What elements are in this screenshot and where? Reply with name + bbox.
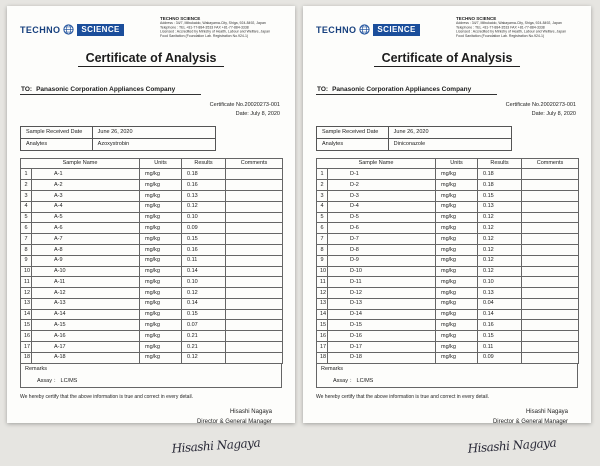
cell-results: 0.09 xyxy=(182,223,226,234)
cell-units: mg/kg xyxy=(436,309,478,320)
company-name: TECHNO SCIENCE xyxy=(456,16,497,21)
cell-units: mg/kg xyxy=(140,288,182,299)
cell-comments xyxy=(522,277,579,288)
cell-units: mg/kg xyxy=(436,169,478,180)
sample-info-table xyxy=(316,126,512,151)
cell-units: mg/kg xyxy=(436,201,478,212)
cell-row-number: 13 xyxy=(21,298,32,309)
column-header-units: Units xyxy=(140,158,182,169)
to-label: TO: xyxy=(21,86,33,93)
signature: Hisashi Nagaya xyxy=(171,435,261,456)
cell-comments xyxy=(226,234,283,245)
cell-units: mg/kg xyxy=(436,223,478,234)
cell-comments xyxy=(522,309,579,320)
cell-units: mg/kg xyxy=(140,277,182,288)
table-row xyxy=(317,223,579,234)
cell-row-number: 16 xyxy=(21,331,32,342)
remarks-value: Assay ： LC/MS xyxy=(37,377,78,384)
received-date-label: Sample Received Date xyxy=(317,126,389,138)
recipient-line xyxy=(316,78,578,96)
table-row xyxy=(21,234,283,245)
cell-sample-name: D-4 xyxy=(328,201,436,212)
cell-sample-name: D-14 xyxy=(328,309,436,320)
cell-comments xyxy=(522,320,579,331)
signer-title: Director & General Manager xyxy=(492,419,568,426)
cell-comments xyxy=(522,223,579,234)
cell-results: 0.18 xyxy=(478,180,522,191)
received-date-value: June 26, 2020 xyxy=(388,126,511,138)
cell-comments xyxy=(226,180,283,191)
table-row xyxy=(317,331,579,342)
techno-science-logo xyxy=(20,24,124,36)
table-row xyxy=(317,255,579,266)
cell-row-number: 12 xyxy=(317,288,328,299)
table-row xyxy=(21,201,283,212)
column-header-comments: Comments xyxy=(226,158,283,169)
remarks-label: Remarks xyxy=(25,365,48,372)
cell-comments xyxy=(226,277,283,288)
table-row xyxy=(317,234,579,245)
cell-results: 0.13 xyxy=(478,288,522,299)
cell-units: mg/kg xyxy=(140,191,182,202)
cell-row-number: 3 xyxy=(317,191,328,202)
table-row xyxy=(21,212,283,223)
cell-row-number: 18 xyxy=(317,352,328,363)
cell-results: 0.12 xyxy=(478,223,522,234)
address-line: Address : 34/7, Mibukaido, Wakayama-City, Shiga, 924-8492, Japan xyxy=(456,21,562,25)
received-date-value: June 26, 2020 xyxy=(92,126,215,138)
cell-sample-name: A-16 xyxy=(32,331,140,342)
table-row xyxy=(21,244,283,255)
cell-results: 0.15 xyxy=(182,234,226,245)
table-row xyxy=(21,266,283,277)
table-row xyxy=(317,244,579,255)
cell-comments xyxy=(522,244,579,255)
cell-results: 0.12 xyxy=(182,201,226,212)
cell-sample-name: A-4 xyxy=(32,201,140,212)
table-row xyxy=(317,352,579,363)
results-table-body xyxy=(317,169,579,363)
cell-comments xyxy=(522,201,579,212)
address-line: Address : 34/7, Mibukaido, Wakayama-City, Shiga, 924-8492, Japan xyxy=(160,21,266,25)
page-header xyxy=(316,16,578,42)
cell-results: 0.11 xyxy=(182,255,226,266)
certificate-meta xyxy=(316,101,578,120)
cell-sample-name: D-3 xyxy=(328,191,436,202)
cell-row-number: 15 xyxy=(21,320,32,331)
table-row xyxy=(21,191,283,202)
cell-results: 0.14 xyxy=(478,309,522,320)
table-row xyxy=(21,331,283,342)
cell-units: mg/kg xyxy=(436,234,478,245)
cell-results: 0.16 xyxy=(478,320,522,331)
to-label: TO: xyxy=(317,86,329,93)
cell-results: 0.12 xyxy=(182,352,226,363)
cell-comments xyxy=(522,234,579,245)
cell-results: 0.12 xyxy=(478,255,522,266)
table-row xyxy=(317,169,579,180)
cell-units: mg/kg xyxy=(140,352,182,363)
cell-results: 0.10 xyxy=(478,277,522,288)
cell-results: 0.16 xyxy=(182,244,226,255)
cell-row-number: 4 xyxy=(317,201,328,212)
cell-row-number: 10 xyxy=(317,266,328,277)
column-header-results: Results xyxy=(478,158,522,169)
cell-results: 0.15 xyxy=(182,309,226,320)
cell-row-number: 7 xyxy=(317,234,328,245)
info-row-analytes xyxy=(21,138,216,150)
cell-sample-name: D-17 xyxy=(328,341,436,352)
cell-row-number: 15 xyxy=(317,320,328,331)
analytes-label: Analytes xyxy=(317,138,389,150)
table-row xyxy=(317,212,579,223)
cell-row-number: 8 xyxy=(21,244,32,255)
cell-row-number: 10 xyxy=(21,266,32,277)
certificate-page-2 xyxy=(303,6,591,456)
cell-sample-name: D-15 xyxy=(328,320,436,331)
cell-comments xyxy=(226,191,283,202)
cell-comments xyxy=(226,352,283,363)
signer-name: Hisashi Nagaya xyxy=(525,408,568,415)
cell-sample-name: A-1 xyxy=(32,169,140,180)
cell-comments xyxy=(522,191,579,202)
column-header-results: Results xyxy=(182,158,226,169)
cell-comments xyxy=(226,201,283,212)
cell-results: 0.21 xyxy=(182,341,226,352)
cell-results: 0.09 xyxy=(478,352,522,363)
remarks-label: Remarks xyxy=(321,365,344,372)
analytes-value: Azoxystrobin xyxy=(92,138,215,150)
results-table xyxy=(316,158,579,364)
cell-row-number: 2 xyxy=(21,180,32,191)
cell-row-number: 1 xyxy=(317,169,328,180)
company-address-block xyxy=(160,16,282,42)
cell-comments xyxy=(522,352,579,363)
results-header-row xyxy=(21,158,283,169)
logo-text-science: SCIENCE xyxy=(373,24,419,36)
cell-results: 0.12 xyxy=(478,266,522,277)
cell-row-number: 17 xyxy=(21,341,32,352)
cell-comments xyxy=(522,255,579,266)
recipient-name: Panasonic Corporation Appliances Company xyxy=(332,86,472,93)
cell-sample-name: A-9 xyxy=(32,255,140,266)
cell-comments xyxy=(522,331,579,342)
address-line: Telephone : TEL +81-77-884-3533 FAX +81-77-884-3338 xyxy=(160,25,249,30)
cell-sample-name: A-10 xyxy=(32,266,140,277)
cell-units: mg/kg xyxy=(140,255,182,266)
page-title: Certificate of Analysis xyxy=(78,51,225,67)
globe-icon xyxy=(63,24,74,35)
cell-results: 0.16 xyxy=(182,180,226,191)
info-row-received xyxy=(21,126,216,138)
cell-units: mg/kg xyxy=(436,298,478,309)
recipient-name: Panasonic Corporation Appliances Company xyxy=(36,86,176,93)
column-header-sample-name: Sample Name xyxy=(21,158,140,169)
cell-row-number: 14 xyxy=(21,309,32,320)
cell-comments xyxy=(226,298,283,309)
column-header-sample-name: Sample Name xyxy=(317,158,436,169)
cell-comments xyxy=(522,169,579,180)
cell-row-number: 4 xyxy=(21,201,32,212)
cell-units: mg/kg xyxy=(140,234,182,245)
cell-sample-name: A-11 xyxy=(32,277,140,288)
table-row xyxy=(21,288,283,299)
logo-text-science: SCIENCE xyxy=(77,24,123,36)
certification-statement: We hereby certify that the above information is true and correct in every detail. xyxy=(316,393,490,400)
column-header-comments: Comments xyxy=(522,158,579,169)
cell-results: 0.14 xyxy=(182,266,226,277)
cell-sample-name: A-8 xyxy=(32,244,140,255)
cell-units: mg/kg xyxy=(140,169,182,180)
cell-sample-name: A-7 xyxy=(32,234,140,245)
table-row xyxy=(21,277,283,288)
cell-sample-name: A-2 xyxy=(32,180,140,191)
certificate-page-1 xyxy=(7,6,295,456)
cell-comments xyxy=(226,244,283,255)
cell-comments xyxy=(522,341,579,352)
results-table xyxy=(20,158,283,364)
techno-science-logo xyxy=(316,24,420,36)
cell-sample-name: D-1 xyxy=(328,169,436,180)
cell-units: mg/kg xyxy=(140,309,182,320)
remarks-box xyxy=(20,364,282,388)
signer-block xyxy=(20,407,282,429)
cell-results: 0.13 xyxy=(182,191,226,202)
table-row xyxy=(21,169,283,180)
table-row xyxy=(21,352,283,363)
cell-comments xyxy=(522,266,579,277)
cell-row-number: 11 xyxy=(21,277,32,288)
cell-comments xyxy=(226,320,283,331)
info-row-analytes xyxy=(317,138,512,150)
cell-comments xyxy=(226,331,283,342)
table-row xyxy=(21,309,283,320)
column-header-units: Units xyxy=(436,158,478,169)
table-row xyxy=(317,266,579,277)
logo-text-techno: TECHNO xyxy=(20,24,61,35)
cell-row-number: 9 xyxy=(21,255,32,266)
address-line: Licensed : Accredited by Ministry of Health, Labour and Welfare, Japan xyxy=(160,30,271,34)
cell-sample-name: A-14 xyxy=(32,309,140,320)
cell-comments xyxy=(522,298,579,309)
analytes-value: Diniconazole xyxy=(388,138,511,150)
remarks-value: Assay ： LC/MS xyxy=(333,377,374,384)
cell-units: mg/kg xyxy=(436,352,478,363)
table-row xyxy=(21,320,283,331)
cell-units: mg/kg xyxy=(140,298,182,309)
cell-units: mg/kg xyxy=(436,320,478,331)
company-address-block xyxy=(456,16,578,42)
table-row xyxy=(317,309,579,320)
certificate-number: Certificate No.20020273-001 xyxy=(505,102,576,108)
results-header-row xyxy=(317,158,579,169)
cell-units: mg/kg xyxy=(436,180,478,191)
cell-row-number: 18 xyxy=(21,352,32,363)
table-row xyxy=(317,298,579,309)
cell-comments xyxy=(226,169,283,180)
table-row xyxy=(21,223,283,234)
cell-row-number: 7 xyxy=(21,234,32,245)
table-row xyxy=(21,298,283,309)
cell-row-number: 13 xyxy=(317,298,328,309)
cell-results: 0.18 xyxy=(478,169,522,180)
cell-row-number: 5 xyxy=(21,212,32,223)
cell-units: mg/kg xyxy=(436,255,478,266)
table-row xyxy=(317,288,579,299)
cell-units: mg/kg xyxy=(436,277,478,288)
cell-sample-name: D-9 xyxy=(328,255,436,266)
cell-results: 0.18 xyxy=(182,169,226,180)
cell-comments xyxy=(522,212,579,223)
cell-sample-name: A-3 xyxy=(32,191,140,202)
cell-row-number: 17 xyxy=(317,341,328,352)
cell-sample-name: D-6 xyxy=(328,223,436,234)
cell-sample-name: A-18 xyxy=(32,352,140,363)
cell-units: mg/kg xyxy=(140,180,182,191)
cell-results: 0.04 xyxy=(478,298,522,309)
cell-sample-name: A-6 xyxy=(32,223,140,234)
address-line: Food Sanitation (Foundation Lab. Registration No.924-1) xyxy=(456,34,545,38)
globe-icon xyxy=(359,24,370,35)
cell-units: mg/kg xyxy=(436,341,478,352)
cell-sample-name: D-16 xyxy=(328,331,436,342)
cell-sample-name: D-12 xyxy=(328,288,436,299)
cell-results: 0.13 xyxy=(478,201,522,212)
cell-results: 0.15 xyxy=(478,331,522,342)
cell-units: mg/kg xyxy=(436,331,478,342)
cell-sample-name: D-5 xyxy=(328,212,436,223)
certification-statement: We hereby certify that the above information is true and correct in every detail. xyxy=(20,393,194,400)
cell-sample-name: A-12 xyxy=(32,288,140,299)
address-line: Telephone : TEL +81-77-884-3533 FAX +81-77-884-3338 xyxy=(456,25,545,30)
cell-results: 0.12 xyxy=(182,288,226,299)
cell-units: mg/kg xyxy=(436,244,478,255)
cell-results: 0.12 xyxy=(478,244,522,255)
table-row xyxy=(21,180,283,191)
cell-comments xyxy=(226,223,283,234)
cell-row-number: 1 xyxy=(21,169,32,180)
cell-row-number: 5 xyxy=(317,212,328,223)
cell-comments xyxy=(522,180,579,191)
cell-sample-name: D-2 xyxy=(328,180,436,191)
cell-row-number: 12 xyxy=(21,288,32,299)
logo-text-techno: TECHNO xyxy=(316,24,357,35)
page-title: Certificate of Analysis xyxy=(374,51,521,67)
sample-info-table xyxy=(20,126,216,151)
cell-row-number: 11 xyxy=(317,277,328,288)
cell-units: mg/kg xyxy=(140,320,182,331)
recipient-line xyxy=(20,78,282,96)
cell-results: 0.12 xyxy=(478,212,522,223)
analytes-label: Analytes xyxy=(21,138,93,150)
cell-units: mg/kg xyxy=(436,212,478,223)
cell-row-number: 3 xyxy=(21,191,32,202)
cell-results: 0.07 xyxy=(182,320,226,331)
certificate-date: Date: July 8, 2020 xyxy=(235,111,280,118)
cell-results: 0.10 xyxy=(182,277,226,288)
received-date-label: Sample Received Date xyxy=(21,126,93,138)
cell-results: 0.14 xyxy=(182,298,226,309)
table-row xyxy=(21,255,283,266)
cell-sample-name: D-18 xyxy=(328,352,436,363)
table-row xyxy=(317,201,579,212)
cell-units: mg/kg xyxy=(140,266,182,277)
cell-results: 0.21 xyxy=(182,331,226,342)
signer-title: Director & General Manager xyxy=(196,419,272,426)
cell-units: mg/kg xyxy=(140,201,182,212)
cell-results: 0.15 xyxy=(478,191,522,202)
results-table-body xyxy=(21,169,283,363)
table-row xyxy=(21,341,283,352)
cell-units: mg/kg xyxy=(140,341,182,352)
cell-sample-name: D-13 xyxy=(328,298,436,309)
cell-units: mg/kg xyxy=(140,244,182,255)
cell-comments xyxy=(226,255,283,266)
cell-row-number: 2 xyxy=(317,180,328,191)
cell-units: mg/kg xyxy=(140,223,182,234)
certificate-date: Date: July 8, 2020 xyxy=(531,111,576,118)
cell-sample-name: A-13 xyxy=(32,298,140,309)
cell-sample-name: D-7 xyxy=(328,234,436,245)
address-line: Licensed : Accredited by Ministry of Health, Labour and Welfare, Japan xyxy=(456,30,567,34)
cell-results: 0.10 xyxy=(182,212,226,223)
cell-comments xyxy=(522,288,579,299)
cell-comments xyxy=(226,341,283,352)
signer-name: Hisashi Nagaya xyxy=(229,408,272,415)
address-line: Food Sanitation (Foundation Lab. Registration No.924-1) xyxy=(160,34,249,38)
cell-comments xyxy=(226,309,283,320)
company-name: TECHNO SCIENCE xyxy=(160,16,201,21)
cell-sample-name: A-17 xyxy=(32,341,140,352)
cell-sample-name: D-8 xyxy=(328,244,436,255)
table-row xyxy=(317,341,579,352)
table-row xyxy=(317,180,579,191)
cell-row-number: 6 xyxy=(317,223,328,234)
table-row xyxy=(317,320,579,331)
cell-comments xyxy=(226,212,283,223)
cell-comments xyxy=(226,266,283,277)
cell-units: mg/kg xyxy=(436,191,478,202)
cell-results: 0.12 xyxy=(478,234,522,245)
cell-comments xyxy=(226,288,283,299)
cell-units: mg/kg xyxy=(436,266,478,277)
cell-units: mg/kg xyxy=(140,331,182,342)
cell-row-number: 14 xyxy=(317,309,328,320)
table-row xyxy=(317,277,579,288)
cell-results: 0.11 xyxy=(478,341,522,352)
signature: Hisashi Nagaya xyxy=(467,435,557,456)
remarks-box xyxy=(316,364,578,388)
cell-units: mg/kg xyxy=(436,288,478,299)
table-row xyxy=(317,191,579,202)
cell-sample-name: D-11 xyxy=(328,277,436,288)
info-row-received xyxy=(317,126,512,138)
cell-sample-name: A-15 xyxy=(32,320,140,331)
cell-row-number: 9 xyxy=(317,255,328,266)
cell-row-number: 8 xyxy=(317,244,328,255)
page-header xyxy=(20,16,282,42)
certificate-meta xyxy=(20,101,282,120)
cell-sample-name: D-10 xyxy=(328,266,436,277)
cell-row-number: 16 xyxy=(317,331,328,342)
certificate-number: Certificate No.20020273-001 xyxy=(209,102,280,108)
cell-sample-name: A-5 xyxy=(32,212,140,223)
cell-units: mg/kg xyxy=(140,212,182,223)
cell-row-number: 6 xyxy=(21,223,32,234)
signer-block xyxy=(316,407,578,429)
